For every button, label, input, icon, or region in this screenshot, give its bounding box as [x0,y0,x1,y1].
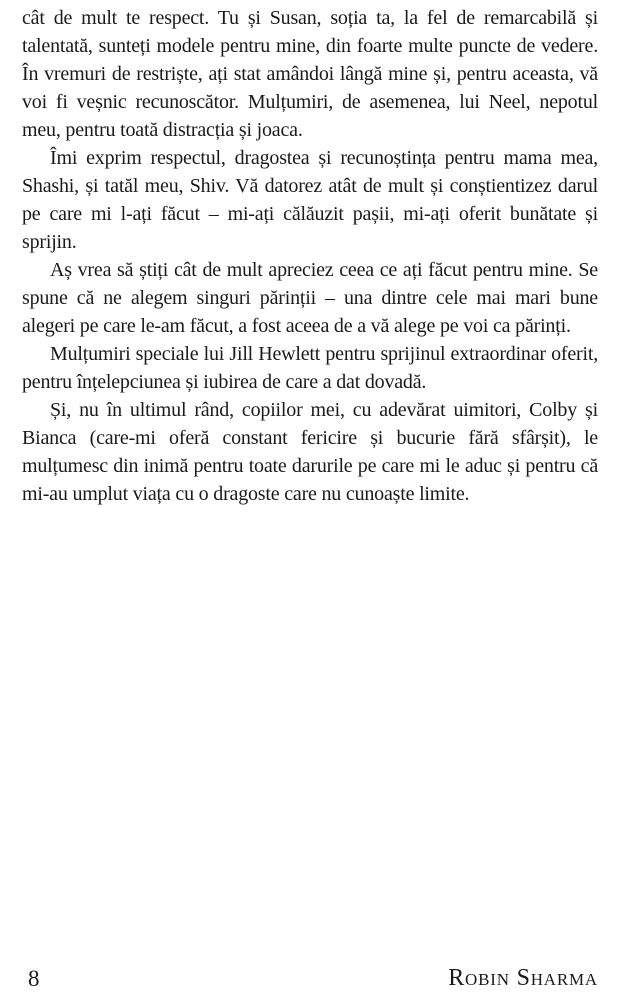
paragraph: Și, nu în ultimul rând, copiilor mei, cu adevărat uimitori, Colby și Bianca (care-mi oferă constant fericire și bucurie fără sfârșit), le mulțumesc din inimă pentru toate darurile pe care mi le aduc și pentru că mi-au umplut viața cu o dragoste care nu cunoaște limite. [22,399,598,505]
page-text-block [22,4,598,508]
page-number: 8 [28,966,40,991]
paragraph: Îmi exprim respectul, dragostea și recunoștința pentru mama mea, Shashi, și tatăl meu, Shiv. Vă datorez atât de mult și conștientizez darul pe care mi l-ați făcut – mi-ați călăuzit pașii, mi-ați oferit bunătate și sprijin. [22,147,598,253]
paragraph-continuation: cât de mult te respect. Tu și Susan, soția ta, la fel de remarcabilă și talentată, sunteți modele pentru mine, din foarte multe puncte de vedere. În vremuri de restriște, ați stat amândoi lângă mine și, pentru aceasta, vă voi fi veșnic recunoscător. Mulțumiri, de asemenea, lui Neel, nepotul meu, pentru toată distracția și joaca. [22,7,598,141]
running-footer-author: Robin Sharma [448,965,598,991]
paragraph: Mulțumiri speciale lui Jill Hewlett pentru sprijinul extraordinar oferit, pentru înțelepciunea și iubirea de care a dat dovadă. [22,343,598,393]
paragraph: Aș vrea să știți cât de mult apreciez ceea ce ați făcut pentru mine. Se spune că ne alegem singuri părinții – una dintre cele mai mari bune alegeri pe care le-am făcut, a fost aceea de a vă alege pe voi ca părinți. [22,259,598,337]
